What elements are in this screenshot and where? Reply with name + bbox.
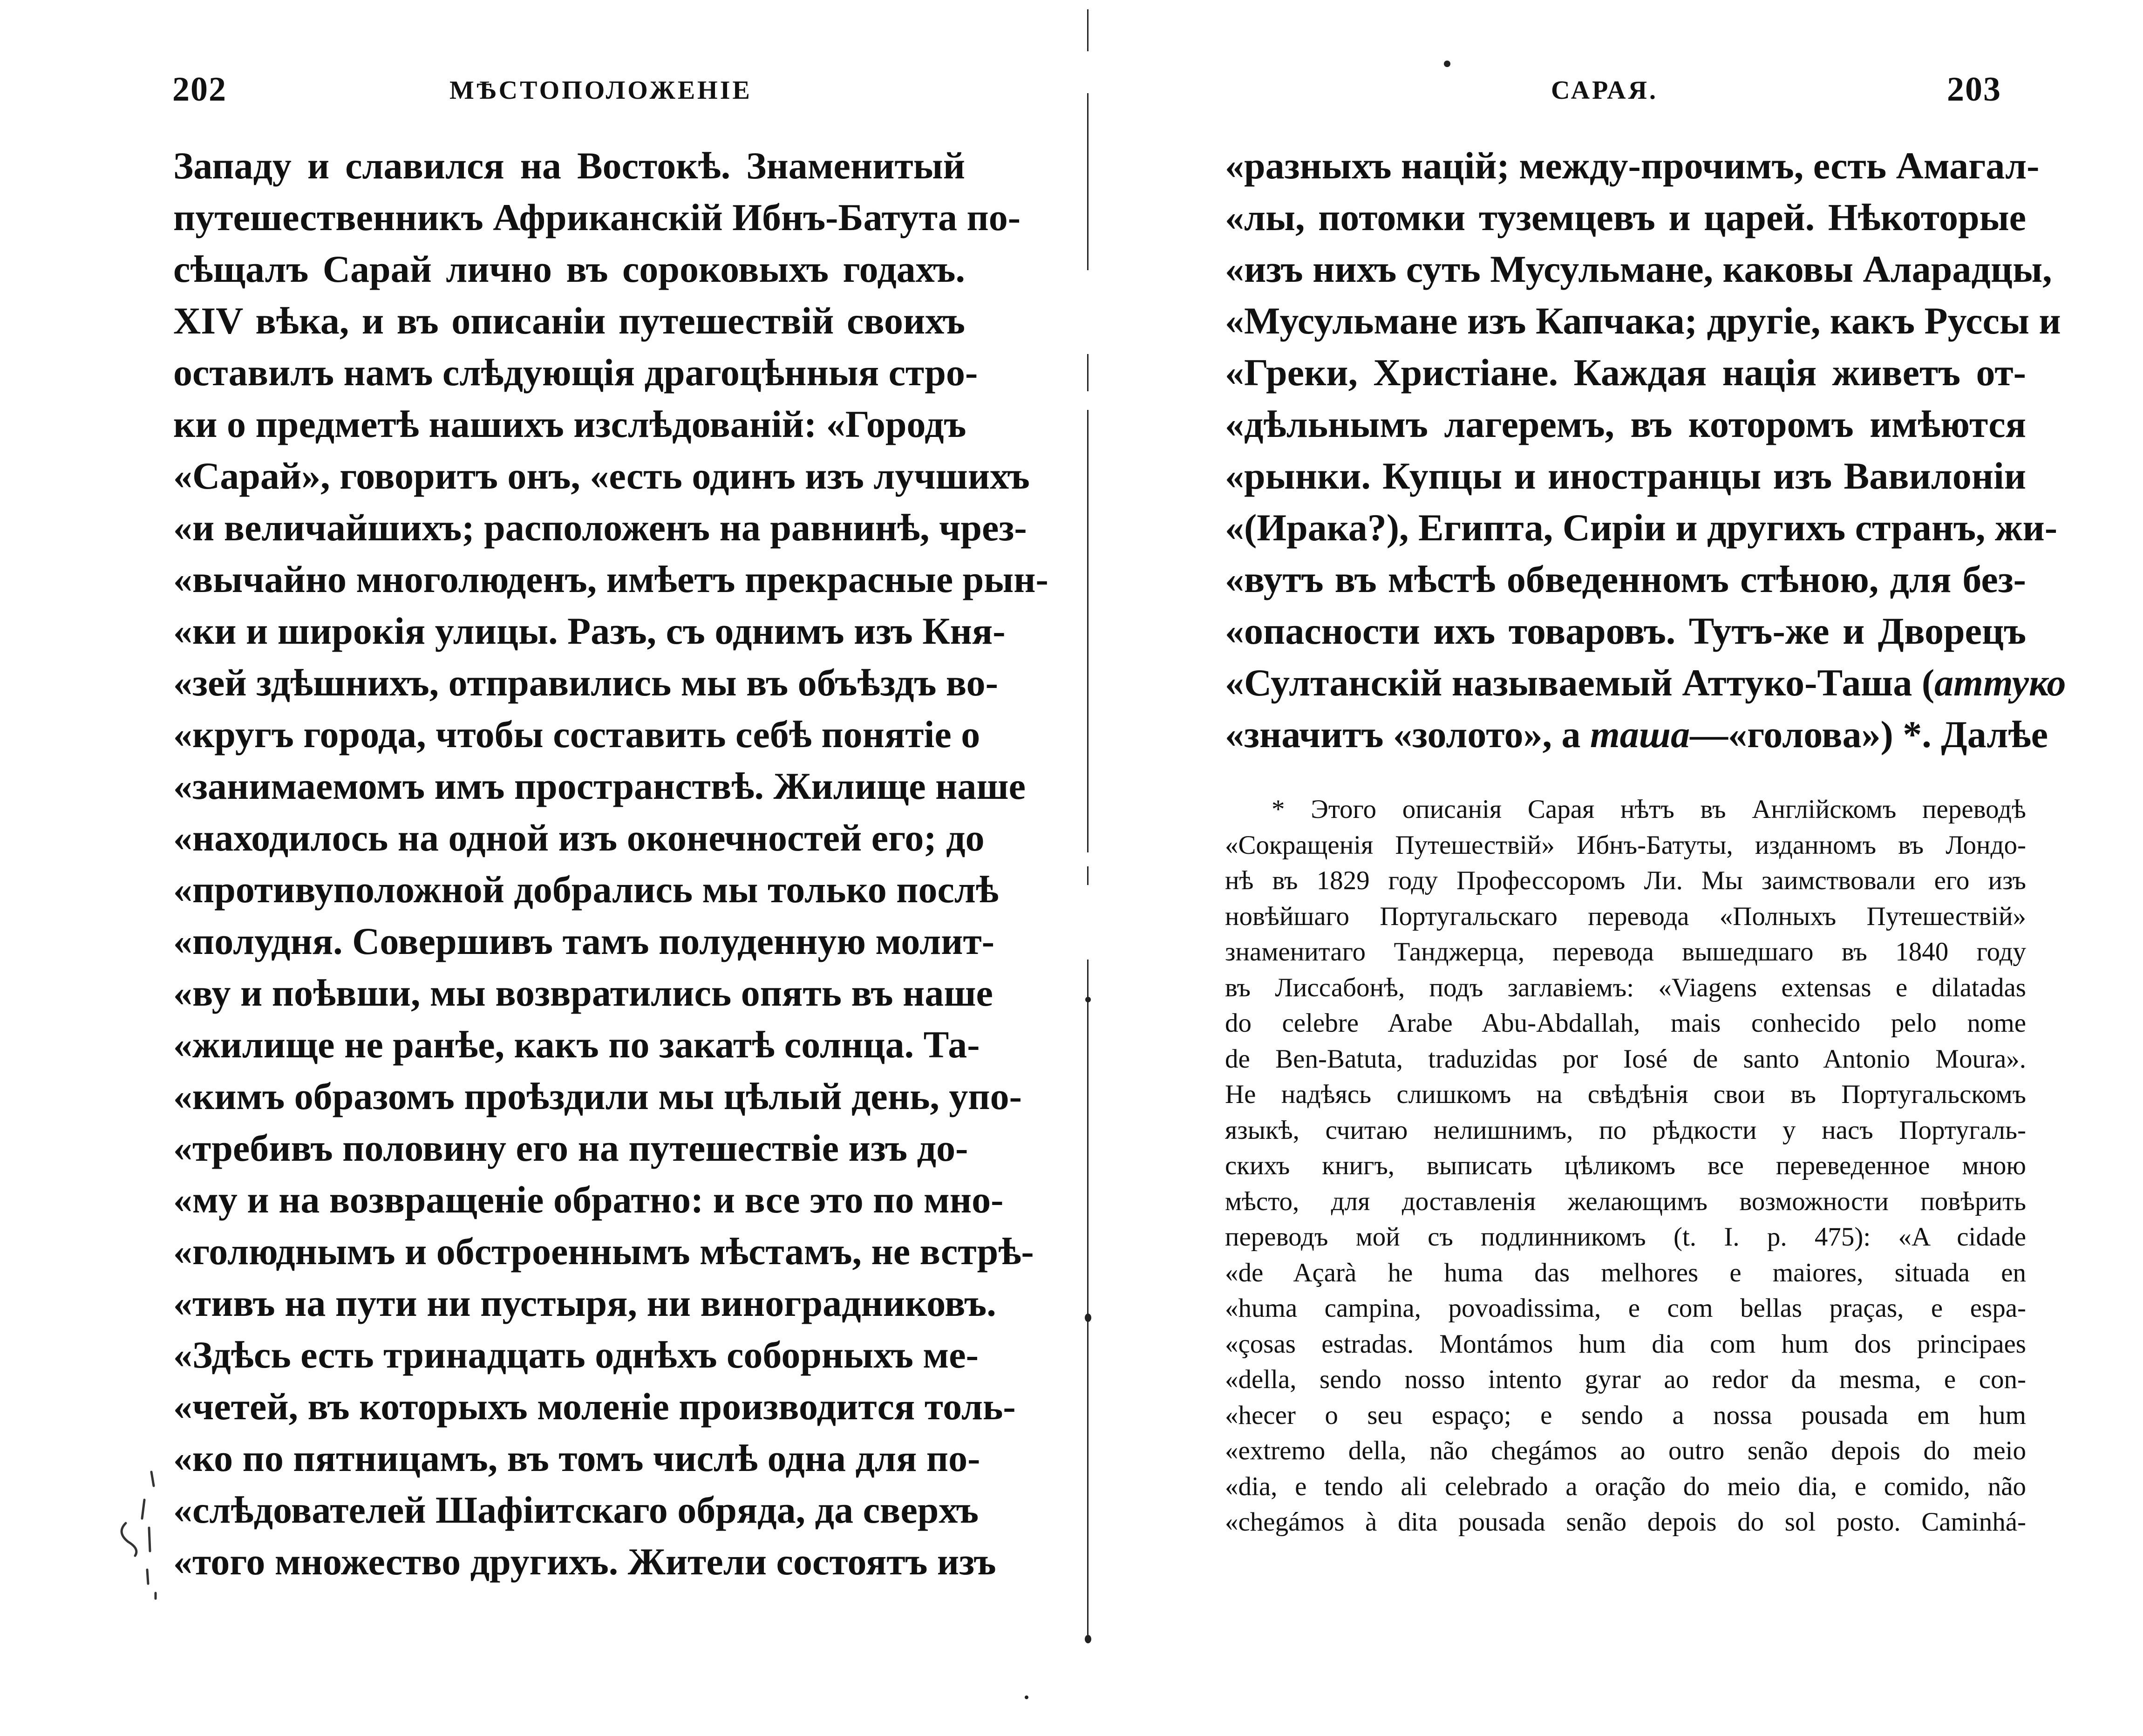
text-line: «Мусульмане изъ Капчака; другіе, какъ Руссы и [1225, 300, 2061, 342]
text-line: «ко по пятницамъ, въ томъ числѣ одна для по- [173, 1437, 980, 1479]
text-line: «полудня. Совершивъ тамъ полуденную молит- [173, 920, 995, 962]
footnote [1225, 792, 2026, 1540]
footnote-line: de Ben-Batuta, traduzidas por Iosé de santo Antonio Moura». [1225, 1044, 2026, 1074]
running-head-right: САРАЯ. [1551, 76, 1659, 105]
footnote-line: «della, sendo nosso intento gyrar ao redor da mesma, e con- [1225, 1365, 2026, 1394]
footnote-line: языкѣ, считаю нелишнимъ, по рѣдкости у насъ Португаль- [1225, 1115, 2026, 1145]
text-line: «лы, потомки туземцевъ и царей. Нѣкоторые [1225, 196, 2026, 238]
text-line: «Сарай», говоритъ онъ, «есть одинъ изъ лучшихъ [173, 455, 1030, 497]
footnote-line: «extremo della, não chegámos ao outro senão depois do meio [1225, 1436, 2026, 1465]
body-text-right [1225, 140, 2066, 760]
text-line: «требивъ половину его на путешествіе изъ до- [173, 1127, 968, 1169]
footnote-line: «chegámos à dita pousada senão depois do sol posto. Caminhá- [1225, 1507, 2026, 1537]
footnote-line: новѣйшаго Португальскаго перевода «Полныхъ Путешествій» [1225, 901, 2026, 931]
footnote-line: «çosas estradas. Montámos hum dia com hum dos principaes [1225, 1329, 2026, 1359]
footnote-line: «Сокращенія Путешествій» Ибнъ-Батуты, изданномъ въ Лондо- [1225, 830, 2026, 860]
text-line [1225, 708, 2048, 760]
footnote-line: «huma campina, povoadissima, e com bellas praças, e espa- [1225, 1293, 2026, 1323]
text-line: «тивъ на пути ни пустыря, ни виноградниковъ. [173, 1282, 996, 1324]
body-text-left [173, 140, 1048, 1587]
text-line: «жилище не ранѣе, какъ по закатѣ солнца. Та- [173, 1023, 980, 1066]
pencil-margin-mark [107, 1467, 163, 1607]
page-number-left: 202 [172, 70, 227, 109]
right-page [1085, 0, 2143, 1736]
text-line: «того множество другихъ. Жители состоятъ изъ [173, 1540, 996, 1583]
italic-word: таша [1590, 713, 1690, 756]
text-run: «значитъ «золото», а [1225, 713, 1591, 756]
text-line: «му и на возвращеніе обратно: и все это по мно- [173, 1178, 1004, 1221]
text-line: «ву и поѣвши, мы возвратились опять въ наше [173, 972, 993, 1014]
footnote-line: скихъ книгъ, выписать цѣликомъ все переведенное мною [1225, 1151, 2026, 1180]
text-line: «занимаемомъ имъ пространствѣ. Жилище наше [173, 765, 1026, 807]
text-line: «кимъ образомъ проѣздили мы цѣлый день, упо- [173, 1075, 1022, 1117]
text-line: «ки и широкія улицы. Разъ, съ однимъ изъ Кня- [173, 610, 1006, 652]
running-head-left: МѢСТОПОЛОЖЕНІЕ [449, 76, 752, 105]
footnote-line: * Этого описанія Сарая нѣтъ въ Англійскомъ переводѣ [1272, 795, 2026, 824]
text-line: «изъ нихъ суть Мусульмане, каковы Аларадцы, [1225, 248, 2052, 290]
text-line: «дѣльнымъ лагеремъ, въ которомъ имѣются [1225, 403, 2026, 445]
text-line: XIV вѣка, и въ описаніи путешествій своихъ [173, 300, 965, 342]
text-run: —«голова») *. Далѣе [1690, 713, 2048, 756]
text-line: «вычайно многолюденъ, имѣетъ прекрасные рын- [173, 558, 1048, 600]
footnote-line: Не надѣясь слишкомъ на свѣдѣнія свои въ Португальскомъ [1225, 1080, 2026, 1109]
footnote-line: мѣсто, для доставленія желающимъ возможности повѣрить [1225, 1186, 2026, 1216]
text-line: «разныхъ націй; между-прочимъ, есть Амагал- [1225, 144, 2040, 187]
text-line: «слѣдователей Шафіитскаго обряда, да сверхъ [173, 1489, 979, 1531]
text-line: «вутъ въ мѣстѣ обведенномъ стѣною, для без- [1225, 558, 2026, 600]
text-line: «опасности ихъ товаровъ. Тутъ-же и Дворецъ [1225, 610, 2026, 652]
text-line [1225, 657, 2066, 708]
text-line: Западу и славился на Востокѣ. Знаменитый [173, 144, 965, 187]
text-line: путешественникъ Африканскій Ибнъ-Батута по- [173, 196, 1021, 238]
text-line: «противуположной добрались мы только послѣ [173, 868, 999, 911]
footnote-line: знаменитаго Танджерца, перевода вышедшаго въ 1840 году [1225, 937, 2026, 967]
italic-word: аттуко [1934, 661, 2066, 704]
footnote-line: «dia, e tendo ali celebrado a oração do meio dia, e comido, não [1225, 1471, 2026, 1501]
footnote-line: «hecer o seu espaço; e sendo a nossa pousada em hum [1225, 1400, 2026, 1430]
page-number-right: 203 [1947, 70, 2001, 109]
text-line: «голюднымъ и обстроеннымъ мѣстамъ, не встрѣ- [173, 1230, 1034, 1273]
footnote-line: переводъ мой съ подлинникомъ (t. I. p. 475): «A cidade [1225, 1222, 2026, 1252]
text-line: «кругъ города, чтобы составить себѣ понятіе о [173, 713, 980, 756]
text-line: «зей здѣшнихъ, отправились мы въ объѣздъ во- [173, 661, 998, 704]
text-line: «Здѣсь есть тринадцать однѣхъ соборныхъ ме- [173, 1334, 979, 1376]
footnote-line: нѣ въ 1829 году Профессоромъ Ли. Мы заимствовали его изъ [1225, 866, 2026, 895]
text-line: ки о предметѣ нашихъ изслѣдованій: «Городъ [173, 403, 966, 445]
text-line: «рынки. Купцы и иностранцы изъ Вавилоніи [1225, 455, 2026, 497]
footnote-line: «de Açarà he huma das melhores e maiores, situada en [1225, 1258, 2026, 1287]
text-line: «(Ирака?), Египта, Сиріи и другихъ странъ, жи- [1225, 506, 2058, 549]
text-line: «находилось на одной изъ оконечностей его; до [173, 817, 985, 859]
text-line: оставилъ намъ слѣдующія драгоцѣнныя стро- [173, 351, 978, 394]
text-line: сѣщалъ Сарай лично въ сороковыхъ годахъ. [173, 248, 965, 290]
footnote-line: do celebre Arabe Abu-Abdallah, mais conhecido pelo nome [1225, 1008, 2026, 1038]
text-line: «и величайшихъ; расположенъ на равнинѣ, чрез- [173, 506, 1027, 549]
text-line: «Греки, Христіане. Каждая нація живетъ от- [1225, 351, 2026, 394]
footnote-line: въ Лиссабонѣ, подъ заглавіемъ: «Viagens extensas e dilatadas [1225, 973, 2026, 1002]
text-line: «четей, въ которыхъ моленіе производится толь- [173, 1385, 1016, 1428]
text-run: «Султанскій называемый Аттуко-Таша ( [1225, 661, 1935, 704]
